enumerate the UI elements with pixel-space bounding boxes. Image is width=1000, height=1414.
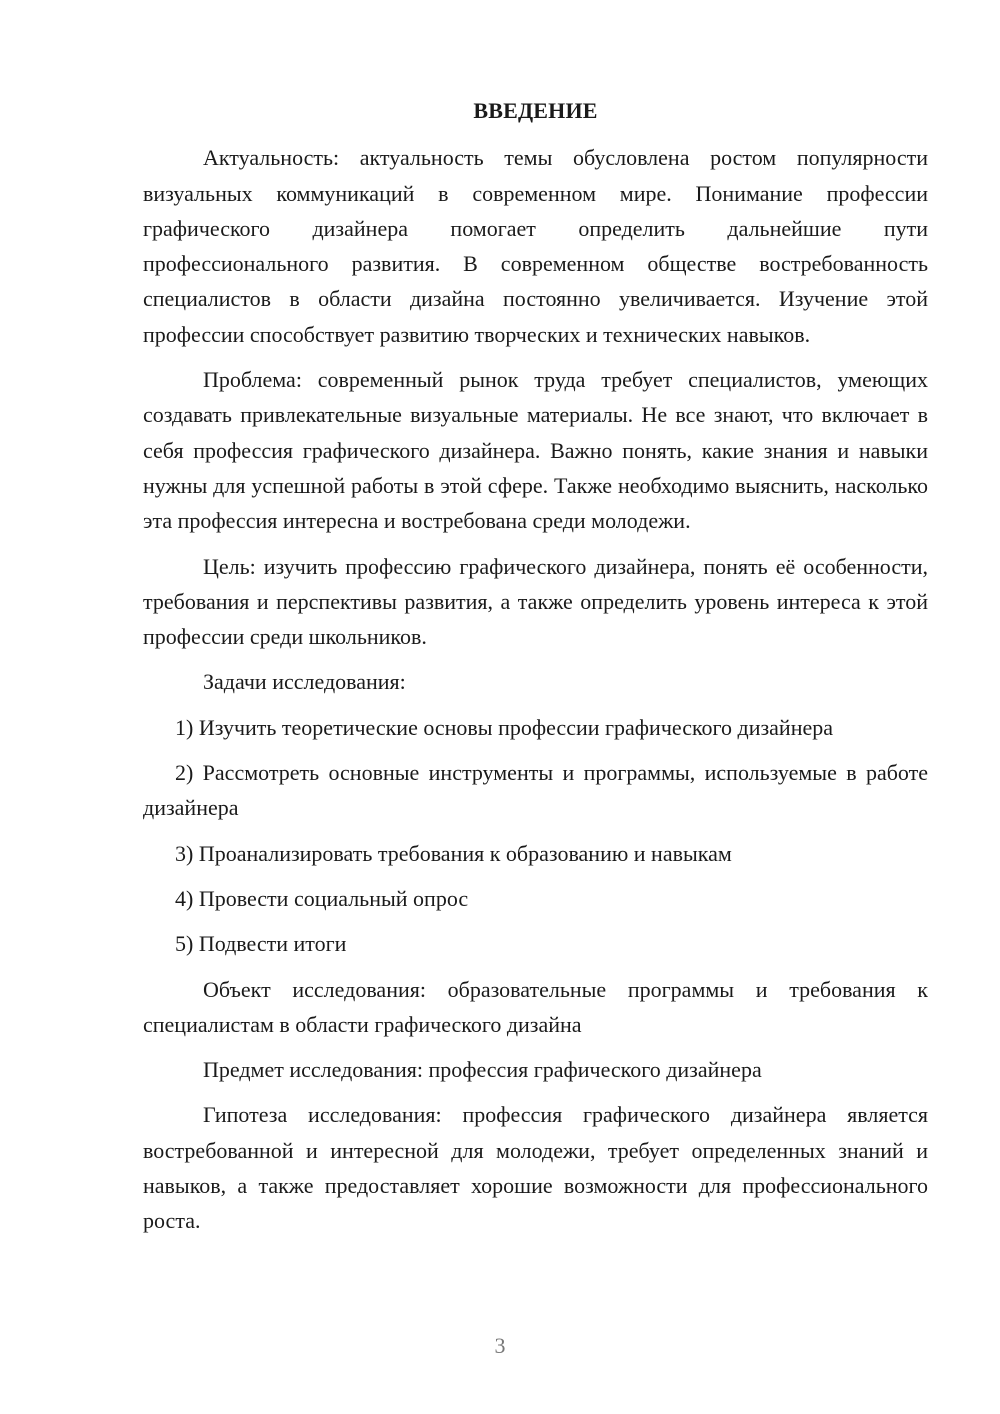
paragraph-hypothesis: Гипотеза исследования: профессия графического дизайнера является востребованной и интересной для молодежи, требует определенных знаний и навыков, а также предоставляет хорошие возможности для профессионального роста.: [143, 1102, 928, 1234]
paragraph-relevance: Актуальность: актуальность темы обусловлена ростом популярности визуальных коммуникаций в современном мире. Понимание профессии графического дизайнера помогает определить дальнейшие пути профессионального развития. В современном обществе востребованность специалистов в области дизайна постоянно увеличивается. Изучение этой профессии способствует развитию творческих и технических навыков.: [143, 145, 928, 347]
tasks-heading: Задачи исследования:: [203, 669, 406, 695]
paragraph-problem: Проблема: современный рынок труда требует специалистов, умеющих создавать привлекательные визуальные материалы. Не все знают, что включает в себя профессия графического дизайнера. Важно понять, какие знания и навыки нужны для успешной работы в этой сфере. Также необходимо выяснить, насколько эта профессия интересна и востребована среди молодежи.: [143, 367, 928, 534]
paragraph-object: Объект исследования: образовательные программы и требования к специалистам в области графического дизайна: [143, 976, 928, 1037]
task-item-5: 5) Подвести итоги: [175, 931, 347, 957]
paragraph-subject: Предмет исследования: профессия графического дизайнера: [203, 1057, 762, 1083]
paragraph-goal: Цель: изучить профессию графического дизайнера, понять её особенности, требования и перспективы развития, а также определить уровень интереса к этой профессии среди школьников.: [143, 553, 928, 650]
document-page: [143, 93, 928, 1249]
page-number: 3: [494, 1333, 506, 1358]
task-item-2: 2) Рассмотреть основные инструменты и программы, используемые в работе дизайнера: [143, 760, 928, 821]
task-item-1: 1) Изучить теоретические основы профессии графического дизайнера: [175, 714, 834, 740]
task-item-4: 4) Провести социальный опрос: [175, 885, 469, 911]
page-title: ВВЕДЕНИЕ: [473, 98, 598, 123]
task-item-3: 3) Проанализировать требования к образованию и навыкам: [175, 840, 732, 866]
